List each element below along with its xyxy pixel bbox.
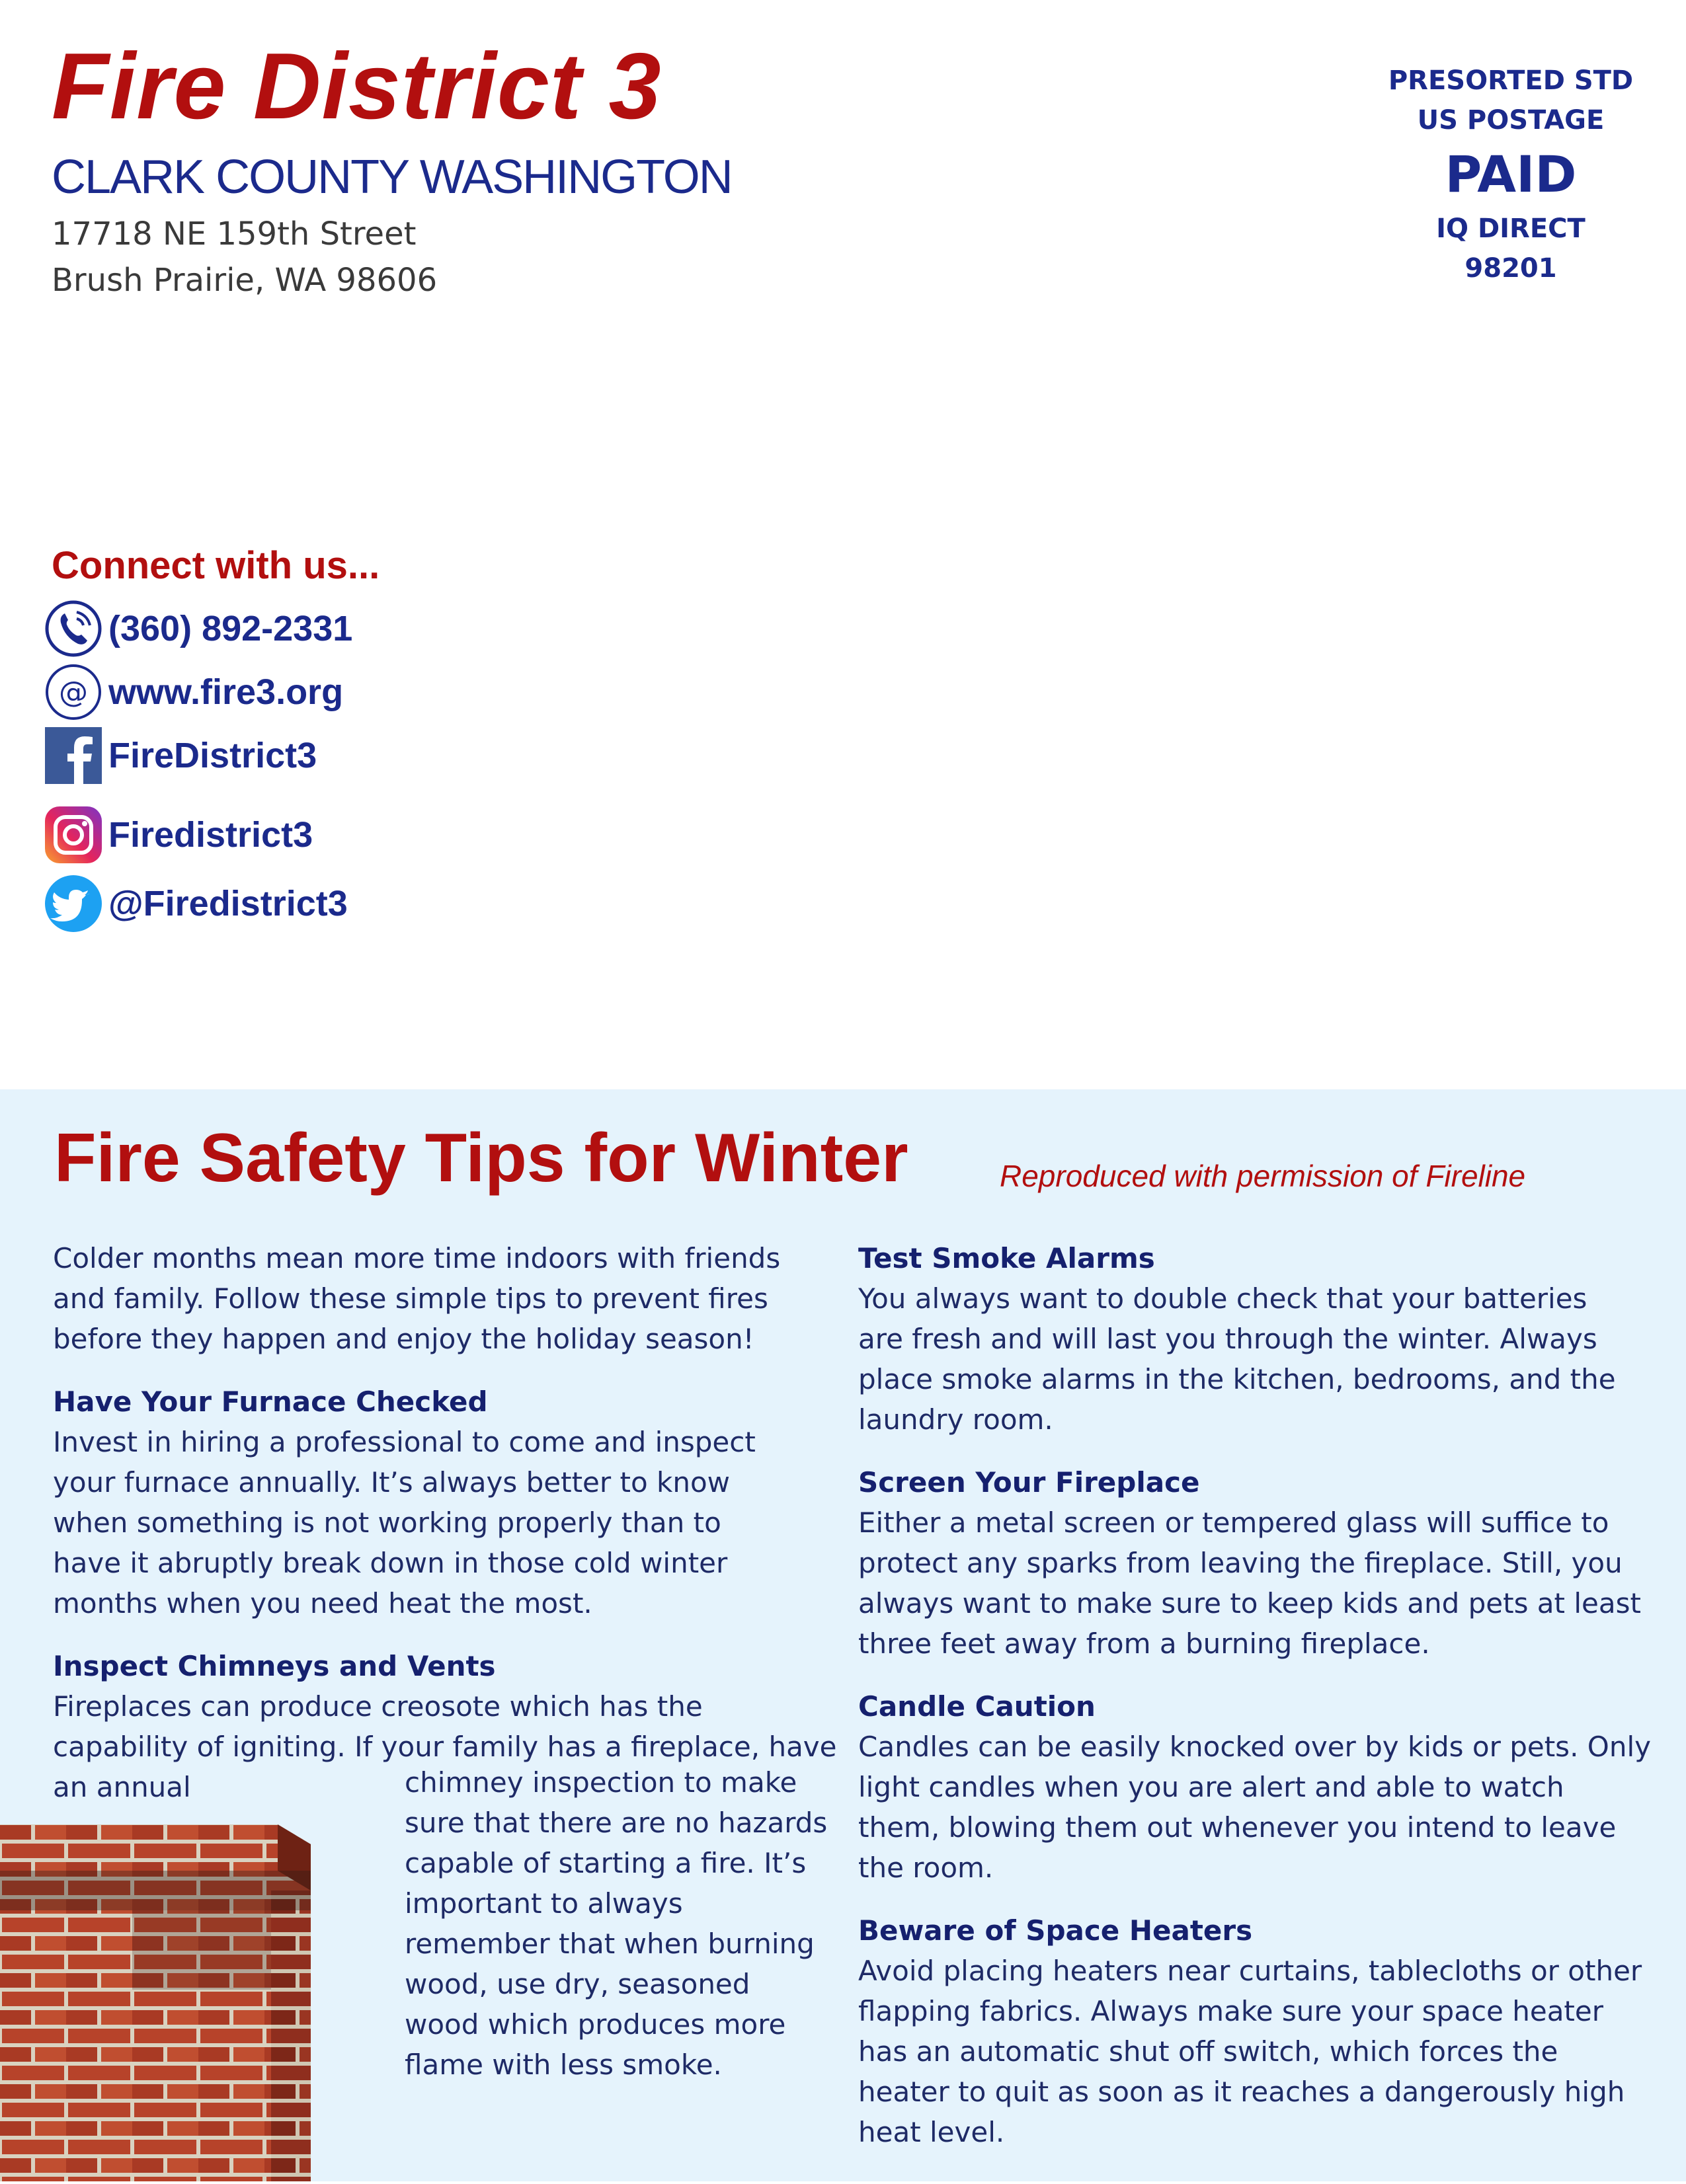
- org-subtitle: CLARK COUNTY WASHINGTON: [52, 151, 732, 204]
- svg-text:@: @: [59, 676, 88, 709]
- tip-smoke-heading: Test Smoke Alarms: [858, 1242, 1155, 1274]
- tips-intro: Colder months mean more time indoors with friends and family. Follow these simple tips to prevent fires before they happen and enjoy the holiday season!: [53, 1242, 781, 1355]
- instagram-icon: [44, 805, 104, 865]
- tip-chimneys-heading: Inspect Chimneys and Vents: [53, 1650, 496, 1682]
- tips-left-column: [53, 1238, 840, 1807]
- phone-icon: [44, 599, 104, 658]
- tips-credit: Reproduced with permission of Fireline: [1000, 1159, 1526, 1193]
- twitter-icon: [44, 874, 104, 933]
- tip-chimneys-body: Fireplaces can produce creosote which has the capability of igniting. If your family has a fireplace, have an annual: [53, 1690, 837, 1803]
- at-sign-icon: [44, 662, 104, 722]
- address-line-2: Brush Prairie, WA 98606: [52, 262, 438, 299]
- contact-facebook[interactable]: [44, 726, 317, 785]
- tip-smoke-body: You always want to double check that your batteries are fresh and will last you through the winter. Always place smoke alarms in the kitchen, bedrooms, and the laundry room.: [858, 1282, 1616, 1436]
- connect-title: Connect with us...: [52, 544, 380, 587]
- contact-website-text: www.fire3.org: [108, 672, 344, 712]
- tip-candles-heading: Candle Caution: [858, 1690, 1096, 1723]
- postage-paid: PAID: [1445, 145, 1577, 204]
- contact-phone[interactable]: [44, 599, 352, 658]
- tip-heaters-heading: Beware of Space Heaters: [858, 1914, 1253, 1947]
- tips-title: Fire Safety Tips for Winter: [54, 1120, 908, 1196]
- tip-heaters-body: Avoid placing heaters near curtains, tablecloths or other flapping fabrics. Always make sure your space heater has an automatic shut off switch, which forces the heater to quit as soon as it reaches a dangerously high heat level.: [858, 1955, 1642, 2148]
- tip-furnace-body: Invest in hiring a professional to come and inspect your furnace annually. It’s always better to know when something is not working properly than to have it abruptly break down in those cold winter months when you need heat the most.: [53, 1426, 756, 1619]
- contact-facebook-text: FireDistrict3: [108, 736, 317, 775]
- contact-instagram[interactable]: [44, 805, 313, 865]
- facebook-icon: [44, 726, 104, 785]
- chimney-illustration: [0, 1805, 397, 2181]
- org-name: Fire District 3: [52, 34, 662, 139]
- contact-phone-text: (360) 892-2331: [108, 609, 353, 648]
- contact-instagram-text: Firedistrict3: [108, 815, 313, 855]
- contact-website[interactable]: [44, 662, 343, 722]
- tip-candles-body: Candles can be easily knocked over by kids or pets. Only light candles when you are alert and able to watch them, blowing them out whenever you intend to leave the room.: [858, 1731, 1651, 1884]
- tips-right-column: [858, 1238, 1652, 2152]
- postage-line-2: US POSTAGE: [1417, 105, 1605, 136]
- postage-line-4: IQ DIRECT: [1436, 214, 1586, 244]
- address-line-1: 17718 NE 159th Street: [52, 215, 417, 253]
- tip-fireplace-heading: Screen Your Fireplace: [858, 1466, 1200, 1499]
- tip-furnace-heading: Have Your Furnace Checked: [53, 1385, 488, 1418]
- contact-twitter[interactable]: [44, 874, 348, 933]
- tip-fireplace-body: Either a metal screen or tempered glass will suffice to protect any sparks from leaving the fireplace. Still, you always want to make sure to keep kids and pets at least three feet away from a burning fireplace.: [858, 1506, 1641, 1660]
- postage-zip: 98201: [1465, 253, 1557, 284]
- tip-chimneys-body-continued: [405, 1762, 828, 2085]
- postage-line-1: PRESORTED STD: [1388, 65, 1634, 96]
- contact-twitter-text: @Firedistrict3: [108, 884, 348, 923]
- postage-indicia: [1375, 61, 1646, 288]
- tip-chimneys-body-cont: chimney inspection to make sure that there are no hazards capable of starting a fire. It’s important to always remember that when burning wood, use dry, seasoned wood which produces more flame with less smoke.: [405, 1766, 828, 2081]
